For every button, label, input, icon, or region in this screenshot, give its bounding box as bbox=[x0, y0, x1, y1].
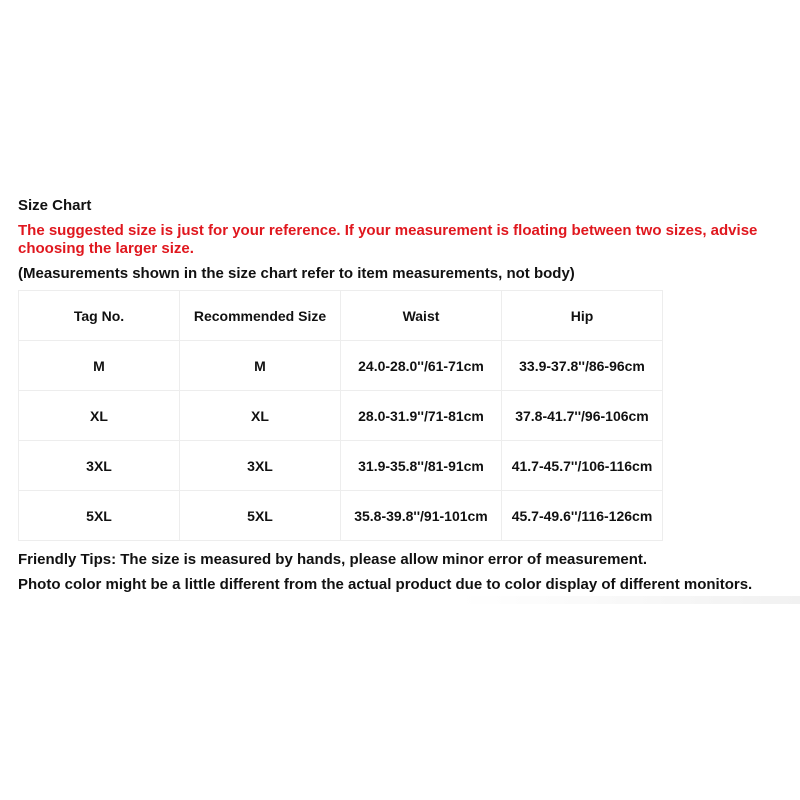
header-recommended-size: Recommended Size bbox=[180, 291, 341, 341]
cell-hip: 37.8-41.7''/96-106cm bbox=[502, 391, 663, 441]
cell-recommended-size: 3XL bbox=[180, 441, 341, 491]
cell-waist: 31.9-35.8''/81-91cm bbox=[341, 441, 502, 491]
header-waist: Waist bbox=[341, 291, 502, 341]
friendly-tip-text: Friendly Tips: The size is measured by hands, please allow minor error of measurement. bbox=[18, 551, 648, 568]
cell-waist: 24.0-28.0''/61-71cm bbox=[341, 341, 502, 391]
cell-hip: 45.7-49.6''/116-126cm bbox=[502, 491, 663, 541]
cell-tag-no: M bbox=[19, 341, 180, 391]
cell-recommended-size: XL bbox=[180, 391, 341, 441]
size-table bbox=[18, 290, 663, 541]
table-row bbox=[19, 441, 663, 491]
table-row bbox=[19, 491, 663, 541]
size-warning-text: The suggested size is just for your reference. If your measurement is floating between two sizes, advise choosing the larger size. bbox=[18, 222, 758, 257]
measurement-note: (Measurements shown in the size chart refer to item measurements, not body) bbox=[18, 265, 575, 282]
color-disclaimer-text: Photo color might be a little different from the actual product due to color display of different monitors. bbox=[18, 576, 753, 593]
cell-recommended-size: 5XL bbox=[180, 491, 341, 541]
cell-recommended-size: M bbox=[180, 341, 341, 391]
header-tag-no: Tag No. bbox=[19, 291, 180, 341]
cell-tag-no: 5XL bbox=[19, 491, 180, 541]
cell-waist: 35.8-39.8''/91-101cm bbox=[341, 491, 502, 541]
cell-hip: 33.9-37.8''/86-96cm bbox=[502, 341, 663, 391]
table-row bbox=[19, 341, 663, 391]
shadow-fade bbox=[460, 596, 800, 604]
table-header-row bbox=[19, 291, 663, 341]
cell-tag-no: 3XL bbox=[19, 441, 180, 491]
cell-waist: 28.0-31.9''/71-81cm bbox=[341, 391, 502, 441]
header-hip: Hip bbox=[502, 291, 663, 341]
cell-tag-no: XL bbox=[19, 391, 180, 441]
table-row bbox=[19, 391, 663, 441]
size-chart-title: Size Chart bbox=[18, 197, 92, 214]
cell-hip: 41.7-45.7''/106-116cm bbox=[502, 441, 663, 491]
